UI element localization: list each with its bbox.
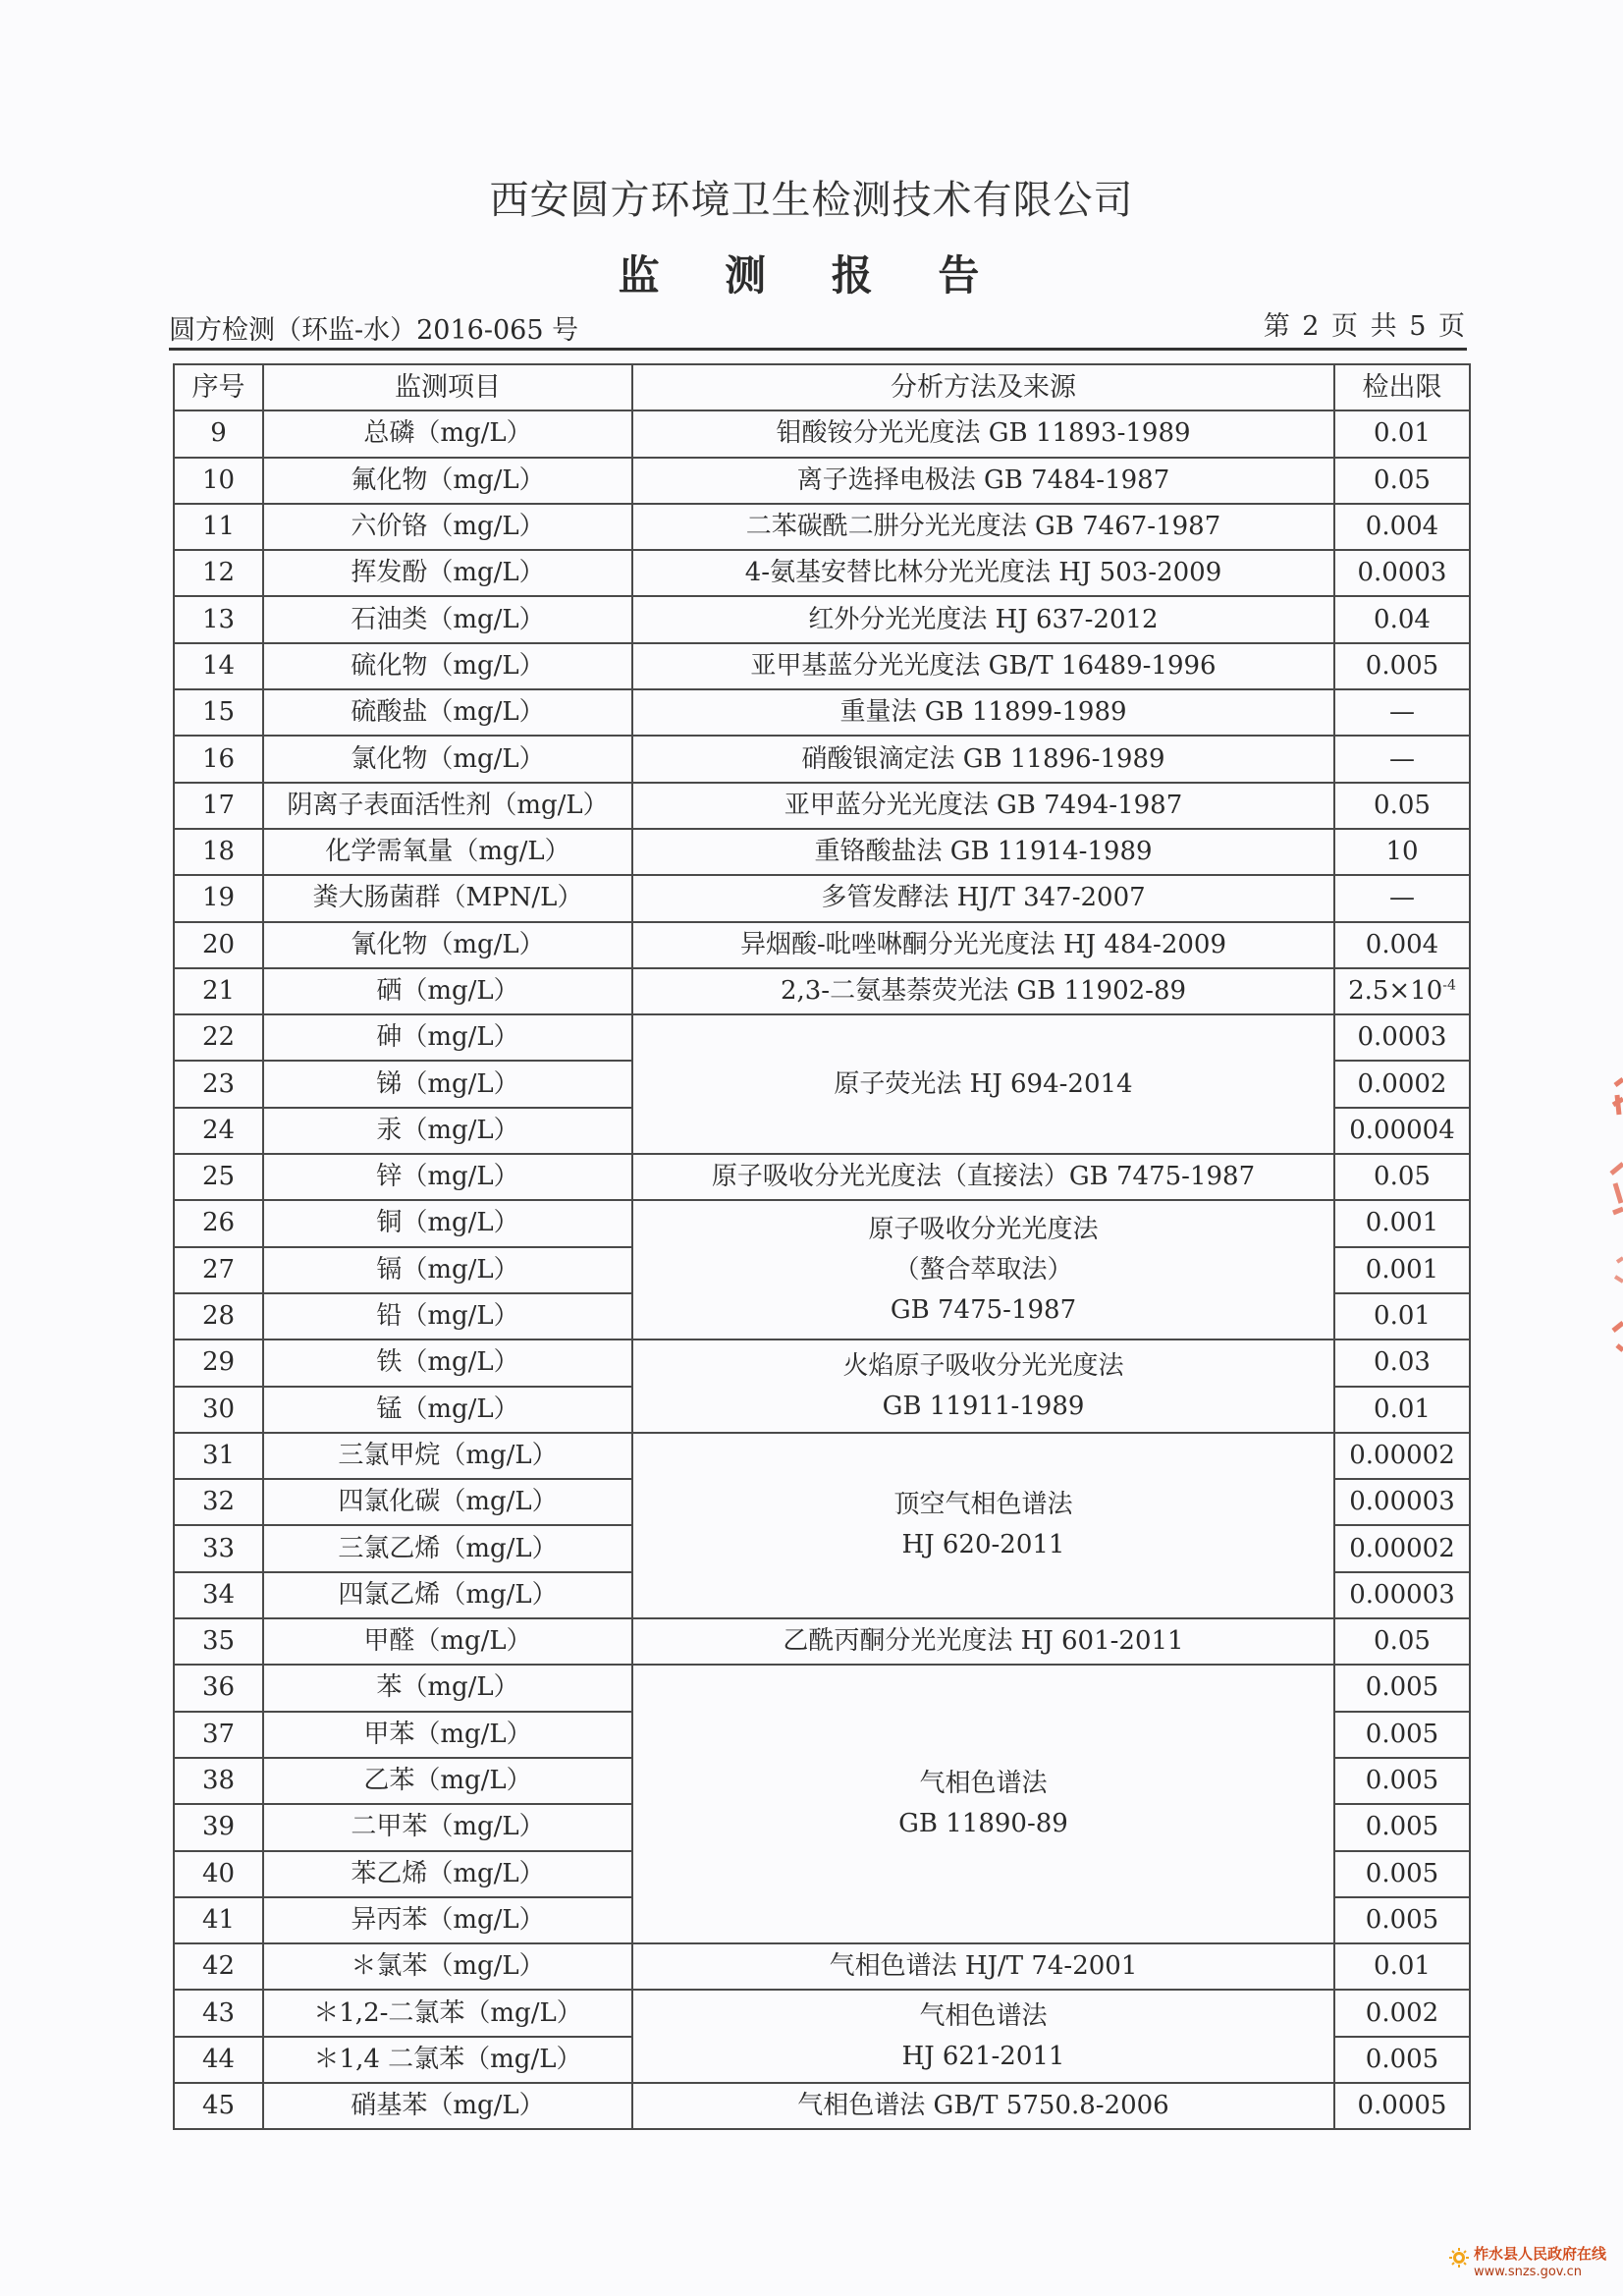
item-cell: 甲苯（mg/L） bbox=[263, 1712, 632, 1758]
method-cell bbox=[632, 1339, 1334, 1433]
item-cell: 砷（mg/L） bbox=[263, 1014, 632, 1061]
seq-cell: 11 bbox=[174, 504, 263, 550]
item-cell: 三氯乙烯（mg/L） bbox=[263, 1525, 632, 1571]
monitoring-methods-table bbox=[173, 363, 1471, 2130]
website-name: 柞水县人民政府在线 bbox=[1474, 2245, 1607, 2263]
table-row bbox=[174, 736, 1470, 782]
limit-cell: 0.0005 bbox=[1334, 2083, 1470, 2129]
table-row bbox=[174, 410, 1470, 457]
limit-cell: — bbox=[1334, 875, 1470, 921]
limit-cell: 0.005 bbox=[1334, 1851, 1470, 1897]
seq-cell: 15 bbox=[174, 689, 263, 736]
method-line: 火焰原子吸收分光光度法 bbox=[842, 1350, 1124, 1381]
item-cell: 甲醛（mg/L） bbox=[263, 1618, 632, 1665]
table-row bbox=[174, 968, 1470, 1014]
item-cell: 乙苯（mg/L） bbox=[263, 1758, 632, 1804]
seq-cell: 19 bbox=[174, 875, 263, 921]
table-row bbox=[174, 458, 1470, 504]
method-cell: 硝酸银滴定法 GB 11896-1989 bbox=[632, 736, 1334, 782]
item-cell: 阴离子表面活性剂（mg/L） bbox=[263, 783, 632, 829]
limit-cell: 0.05 bbox=[1334, 458, 1470, 504]
item-cell: 六价铬（mg/L） bbox=[263, 504, 632, 550]
seq-cell: 31 bbox=[174, 1433, 263, 1479]
method-line: HJ 620-2011 bbox=[901, 1530, 1065, 1560]
seq-cell: 40 bbox=[174, 1851, 263, 1897]
table-row bbox=[174, 922, 1470, 968]
item-cell: 汞（mg/L） bbox=[263, 1108, 632, 1154]
table-row bbox=[174, 875, 1470, 921]
limit-cell: 0.001 bbox=[1334, 1247, 1470, 1293]
seq-cell: 39 bbox=[174, 1804, 263, 1850]
seq-cell: 22 bbox=[174, 1014, 263, 1061]
limit-cell bbox=[1334, 968, 1470, 1014]
limit-cell: 0.04 bbox=[1334, 596, 1470, 642]
seq-cell: 29 bbox=[174, 1339, 263, 1386]
limit-cell: 0.005 bbox=[1334, 1712, 1470, 1758]
limit-cell: 0.005 bbox=[1334, 1758, 1470, 1804]
seq-cell: 25 bbox=[174, 1154, 263, 1200]
seq-cell: 42 bbox=[174, 1943, 263, 1990]
table-row bbox=[174, 689, 1470, 736]
method-cell: 多管发酵法 HJ/T 347-2007 bbox=[632, 875, 1334, 921]
header-rule bbox=[169, 348, 1467, 351]
table-row bbox=[174, 1200, 1470, 1246]
item-cell: ＊1,2-二氯苯（mg/L） bbox=[263, 1990, 632, 2036]
limit-cell: 0.05 bbox=[1334, 1618, 1470, 1665]
item-cell: 挥发酚（mg/L） bbox=[263, 550, 632, 596]
method-cell: 乙酰丙酮分光光度法 HJ 601-2011 bbox=[632, 1618, 1334, 1665]
table-row bbox=[174, 829, 1470, 875]
limit-cell: 0.03 bbox=[1334, 1339, 1470, 1386]
method-cell: 气相色谱法 HJ/T 74-2001 bbox=[632, 1943, 1334, 1990]
item-cell: 锑（mg/L） bbox=[263, 1061, 632, 1107]
table-row bbox=[174, 783, 1470, 829]
seq-cell: 38 bbox=[174, 1758, 263, 1804]
item-cell: 铅（mg/L） bbox=[263, 1293, 632, 1339]
table-row bbox=[174, 550, 1470, 596]
seq-cell: 28 bbox=[174, 1293, 263, 1339]
method-cell: 红外分光光度法 HJ 637-2012 bbox=[632, 596, 1334, 642]
limit-cell: 0.0003 bbox=[1334, 1014, 1470, 1061]
method-line: GB 11890-89 bbox=[898, 1809, 1068, 1839]
item-cell: 锰（mg/L） bbox=[263, 1387, 632, 1433]
limit-cell: 0.0003 bbox=[1334, 550, 1470, 596]
limit-cell: 0.004 bbox=[1334, 922, 1470, 968]
item-cell: 硒（mg/L） bbox=[263, 968, 632, 1014]
item-cell: 氯化物（mg/L） bbox=[263, 736, 632, 782]
seq-cell: 44 bbox=[174, 2037, 263, 2083]
seq-cell: 9 bbox=[174, 410, 263, 457]
limit-cell: 0.05 bbox=[1334, 783, 1470, 829]
seq-cell: 12 bbox=[174, 550, 263, 596]
table-row bbox=[174, 1014, 1470, 1061]
method-cell: 亚甲基蓝分光光度法 GB/T 16489-1996 bbox=[632, 643, 1334, 689]
item-cell: 二甲苯（mg/L） bbox=[263, 1804, 632, 1850]
sun-logo-icon bbox=[1448, 2247, 1470, 2269]
method-cell: 重量法 GB 11899-1989 bbox=[632, 689, 1334, 736]
limit-cell: 0.01 bbox=[1334, 410, 1470, 457]
method-cell bbox=[632, 1665, 1334, 1943]
limit-cell: 0.01 bbox=[1334, 1943, 1470, 1990]
company-name: 西安圆方环境卫生检测技术有限公司 bbox=[489, 178, 1134, 223]
seq-cell: 26 bbox=[174, 1200, 263, 1246]
limit-cell: 0.00003 bbox=[1334, 1479, 1470, 1525]
method-cell: 重铬酸盐法 GB 11914-1989 bbox=[632, 829, 1334, 875]
seq-cell: 27 bbox=[174, 1247, 263, 1293]
seq-cell: 24 bbox=[174, 1108, 263, 1154]
seq-cell: 13 bbox=[174, 596, 263, 642]
method-line: 顶空气相色谱法 bbox=[893, 1490, 1073, 1520]
method-cell bbox=[632, 1990, 1334, 2083]
method-line: 原子吸收分光光度法 bbox=[868, 1214, 1099, 1244]
report-header-line bbox=[169, 307, 1467, 351]
table-row bbox=[174, 1990, 1470, 2036]
item-cell: 苯（mg/L） bbox=[263, 1665, 632, 1711]
limit-cell: 0.00003 bbox=[1334, 1572, 1470, 1618]
table-row bbox=[174, 1339, 1470, 1386]
document-number: 圆方检测（环监-水）2016-065 号 bbox=[169, 315, 579, 346]
method-line: （螯合萃取法） bbox=[893, 1254, 1073, 1285]
method-cell: 离子选择电极法 GB 7484-1987 bbox=[632, 458, 1334, 504]
limit-cell: 0.001 bbox=[1334, 1200, 1470, 1246]
website-url: www.snzs.gov.cn bbox=[1474, 2265, 1582, 2279]
header-seq: 序号 bbox=[174, 364, 263, 410]
item-cell: 硫化物（mg/L） bbox=[263, 643, 632, 689]
seq-cell: 36 bbox=[174, 1665, 263, 1711]
header-limit: 检出限 bbox=[1334, 364, 1470, 410]
table-row bbox=[174, 2083, 1470, 2129]
item-cell: 三氯甲烷（mg/L） bbox=[263, 1433, 632, 1479]
limit-cell: 0.005 bbox=[1334, 643, 1470, 689]
website-watermark bbox=[1448, 2243, 1615, 2288]
seq-cell: 41 bbox=[174, 1897, 263, 1943]
table-row bbox=[174, 643, 1470, 689]
seq-cell: 16 bbox=[174, 736, 263, 782]
table-row bbox=[174, 504, 1470, 550]
limit-cell: 0.01 bbox=[1334, 1387, 1470, 1433]
seq-cell: 21 bbox=[174, 968, 263, 1014]
table-row bbox=[174, 1665, 1470, 1711]
method-line: GB 7475-1987 bbox=[890, 1294, 1077, 1325]
seq-cell: 45 bbox=[174, 2083, 263, 2129]
item-cell: 氰化物（mg/L） bbox=[263, 922, 632, 968]
item-cell: 硫酸盐（mg/L） bbox=[263, 689, 632, 736]
item-cell: 氟化物（mg/L） bbox=[263, 458, 632, 504]
limit-base: 2.5×10 bbox=[1348, 976, 1443, 1006]
item-cell: 硝基苯（mg/L） bbox=[263, 2083, 632, 2129]
limit-cell: 0.00002 bbox=[1334, 1525, 1470, 1571]
table-row bbox=[174, 1943, 1470, 1990]
seq-cell: 30 bbox=[174, 1387, 263, 1433]
item-cell: 锌（mg/L） bbox=[263, 1154, 632, 1200]
limit-cell: 0.005 bbox=[1334, 1665, 1470, 1711]
item-cell: ＊1,4 二氯苯（mg/L） bbox=[263, 2037, 632, 2083]
limit-cell: — bbox=[1334, 689, 1470, 736]
limit-cell: 0.002 bbox=[1334, 1990, 1470, 2036]
seq-cell: 33 bbox=[174, 1525, 263, 1571]
item-cell: 苯乙烯（mg/L） bbox=[263, 1851, 632, 1897]
method-cell: 气相色谱法 GB/T 5750.8-2006 bbox=[632, 2083, 1334, 2129]
table-row bbox=[174, 1618, 1470, 1665]
seq-cell: 43 bbox=[174, 1990, 263, 2036]
limit-cell: 0.005 bbox=[1334, 1804, 1470, 1850]
method-cell: 钼酸铵分光光度法 GB 11893-1989 bbox=[632, 410, 1334, 457]
method-cell: 2,3-二氨基萘荧光法 GB 11902-89 bbox=[632, 968, 1334, 1014]
page-number: 第 2 页 共 5 页 bbox=[1263, 311, 1467, 342]
method-cell: 原子吸收分光光度法（直接法）GB 7475-1987 bbox=[632, 1154, 1334, 1200]
limit-cell: 0.0002 bbox=[1334, 1061, 1470, 1107]
seq-cell: 14 bbox=[174, 643, 263, 689]
method-line: HJ 621-2011 bbox=[901, 2041, 1065, 2071]
limit-cell: 0.00002 bbox=[1334, 1433, 1470, 1479]
item-cell: 石油类（mg/L） bbox=[263, 596, 632, 642]
item-cell: 化学需氧量（mg/L） bbox=[263, 829, 632, 875]
item-cell: 四氯乙烯（mg/L） bbox=[263, 1572, 632, 1618]
seq-cell: 35 bbox=[174, 1618, 263, 1665]
seq-cell: 20 bbox=[174, 922, 263, 968]
method-cell: 原子荧光法 HJ 694-2014 bbox=[632, 1014, 1334, 1154]
item-cell: 铜（mg/L） bbox=[263, 1200, 632, 1246]
limit-cell: — bbox=[1334, 736, 1470, 782]
item-cell: 粪大肠菌群（MPN/L） bbox=[263, 875, 632, 921]
item-cell: 铁（mg/L） bbox=[263, 1339, 632, 1386]
seq-cell: 32 bbox=[174, 1479, 263, 1525]
method-cell: 异烟酸-吡唑啉酮分光光度法 HJ 484-2009 bbox=[632, 922, 1334, 968]
method-cell bbox=[632, 1433, 1334, 1618]
table-row bbox=[174, 1433, 1470, 1479]
method-line: 气相色谱法 bbox=[919, 1769, 1048, 1799]
limit-cell: 0.004 bbox=[1334, 504, 1470, 550]
table-row bbox=[174, 1154, 1470, 1200]
seq-cell: 10 bbox=[174, 458, 263, 504]
limit-cell: 0.005 bbox=[1334, 1897, 1470, 1943]
limit-cell: 0.01 bbox=[1334, 1293, 1470, 1339]
table-header-row bbox=[174, 364, 1470, 410]
header-method: 分析方法及来源 bbox=[632, 364, 1334, 410]
method-cell: 二苯碳酰二肼分光光度法 GB 7467-1987 bbox=[632, 504, 1334, 550]
red-seal-stamp-edge bbox=[1594, 1066, 1623, 1360]
limit-cell: 10 bbox=[1334, 829, 1470, 875]
method-cell: 4-氨基安替比林分光光度法 HJ 503-2009 bbox=[632, 550, 1334, 596]
seq-cell: 37 bbox=[174, 1712, 263, 1758]
method-cell: 亚甲蓝分光光度法 GB 7494-1987 bbox=[632, 783, 1334, 829]
report-title: 监 测 报 告 bbox=[618, 251, 1005, 300]
header-item: 监测项目 bbox=[263, 364, 632, 410]
seq-cell: 18 bbox=[174, 829, 263, 875]
limit-exponent: -4 bbox=[1442, 977, 1456, 994]
limit-cell: 0.005 bbox=[1334, 2037, 1470, 2083]
seq-cell: 34 bbox=[174, 1572, 263, 1618]
item-cell: 四氯化碳（mg/L） bbox=[263, 1479, 632, 1525]
item-cell: 镉（mg/L） bbox=[263, 1247, 632, 1293]
table-row bbox=[174, 596, 1470, 642]
seq-cell: 17 bbox=[174, 783, 263, 829]
limit-cell: 0.05 bbox=[1334, 1154, 1470, 1200]
limit-cell: 0.00004 bbox=[1334, 1108, 1470, 1154]
seq-cell: 23 bbox=[174, 1061, 263, 1107]
item-cell: ＊氯苯（mg/L） bbox=[263, 1943, 632, 1990]
method-cell bbox=[632, 1200, 1334, 1339]
item-cell: 异丙苯（mg/L） bbox=[263, 1897, 632, 1943]
method-line: 气相色谱法 bbox=[919, 2000, 1048, 2031]
method-line: GB 11911-1989 bbox=[882, 1391, 1085, 1421]
item-cell: 总磷（mg/L） bbox=[263, 410, 632, 457]
